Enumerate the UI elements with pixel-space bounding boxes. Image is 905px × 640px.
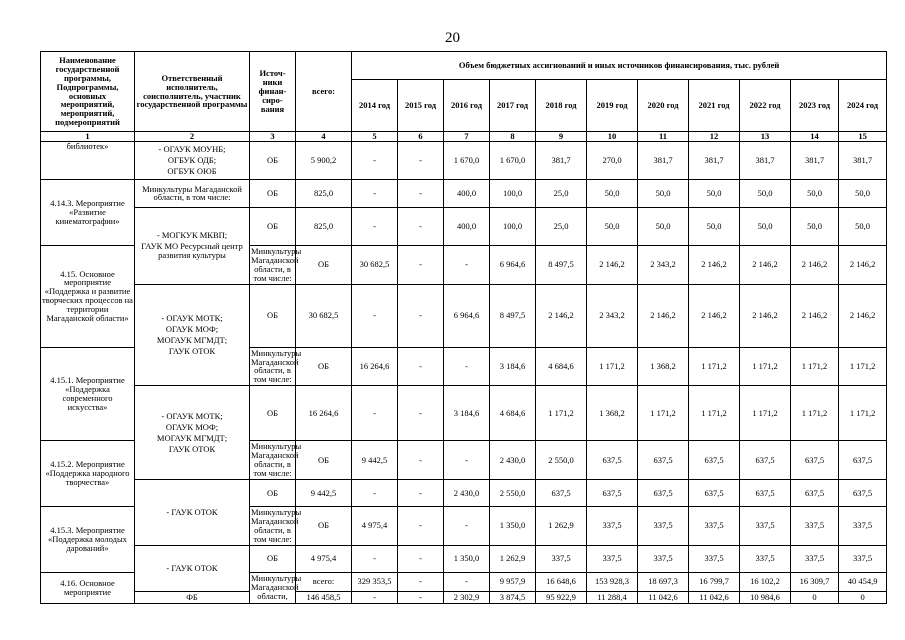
year-value: 4 684,6 <box>536 347 587 386</box>
year-value: 50,0 <box>839 179 887 207</box>
year-value: - <box>398 207 444 245</box>
year-value: 337,5 <box>740 506 791 545</box>
year-value: 637,5 <box>638 441 689 480</box>
table-row <box>41 179 887 207</box>
year-value: 50,0 <box>740 207 791 245</box>
header-year: 2016 год <box>444 80 490 132</box>
measure-name: библиотек» <box>41 141 135 179</box>
executor-line: ГАУК ОТОК <box>168 443 216 454</box>
column-number: 12 <box>689 132 740 142</box>
measure-name: 4.14.3. Мероприятие «Развитие кинематографии» <box>41 179 135 245</box>
year-value: 4 684,6 <box>490 386 536 441</box>
column-number: 7 <box>444 132 490 142</box>
funding-source: ФБ <box>135 591 250 603</box>
year-value: 337,5 <box>689 506 740 545</box>
year-value: 2 146,2 <box>839 284 887 347</box>
year-value: 50,0 <box>638 179 689 207</box>
measure-name: 4.15. Основное мероприятие «Поддержка и развитие творческих процессов на территории Магаданской области» <box>41 245 135 347</box>
header-source: Источ-ники финан-сиро-вания <box>250 52 296 132</box>
funding-source: ОБ <box>250 479 296 506</box>
executor-line: ОГАУК МОФ; <box>165 421 219 432</box>
year-value: 637,5 <box>839 441 887 480</box>
responsible-executor <box>135 179 250 207</box>
responsible-executor <box>135 141 250 179</box>
executor-line: МОГАУК МГМДТ; <box>156 334 228 345</box>
year-value: 337,5 <box>791 545 839 572</box>
table-row <box>41 284 887 347</box>
column-number: 1 <box>41 132 135 142</box>
year-value: 1 171,2 <box>791 386 839 441</box>
executor-line: - ОГАУК МОТК; <box>161 313 223 324</box>
total-value: 16 264,6 <box>296 386 352 441</box>
year-value: 2 343,2 <box>587 284 638 347</box>
year-value: 1 670,0 <box>490 141 536 179</box>
executor-line: Минкультуры Магаданской области, в том числе: <box>251 347 302 385</box>
year-value: - <box>444 506 490 545</box>
year-value: 6 964,6 <box>490 245 536 284</box>
year-value: 337,5 <box>839 545 887 572</box>
year-value: 1 171,2 <box>536 386 587 441</box>
year-value: - <box>398 441 444 480</box>
year-value: 381,7 <box>839 141 887 179</box>
funding-source: ОБ <box>250 141 296 179</box>
year-value: - <box>444 245 490 284</box>
year-value: 8 497,5 <box>490 284 536 347</box>
funding-source: всего: <box>296 572 352 591</box>
funding-source: ОБ <box>250 179 296 207</box>
header-year: 2015 год <box>398 80 444 132</box>
year-value: 1 670,0 <box>444 141 490 179</box>
header-year: 2021 год <box>689 80 740 132</box>
year-value: 1 350,0 <box>444 545 490 572</box>
table-row <box>41 141 887 179</box>
year-value: 400,0 <box>444 207 490 245</box>
year-value: - <box>352 141 398 179</box>
year-value: 270,0 <box>587 141 638 179</box>
responsible-executor <box>135 479 250 545</box>
year-value: - <box>398 572 444 591</box>
year-value: 2 146,2 <box>740 284 791 347</box>
year-value: 25,0 <box>536 179 587 207</box>
executor-line: ОГБУК ОЮБ <box>167 165 217 176</box>
year-value: 637,5 <box>638 479 689 506</box>
year-value: 2 343,2 <box>638 245 689 284</box>
year-value: 637,5 <box>791 479 839 506</box>
year-value: 381,7 <box>791 141 839 179</box>
header-year: 2014 год <box>352 80 398 132</box>
year-value: 153 928,3 <box>587 572 638 591</box>
column-number: 3 <box>250 132 296 142</box>
measure-name: 4.15.1. Мероприятие «Поддержка современного искусства» <box>41 347 135 441</box>
measure-name: 4.15.2. Мероприятие «Поддержка народного творчества» <box>41 441 135 507</box>
year-value: 25,0 <box>536 207 587 245</box>
total-value: 9 442,5 <box>296 479 352 506</box>
responsible-executor <box>135 545 250 591</box>
year-value: 9 957,9 <box>490 572 536 591</box>
year-value: 337,5 <box>839 506 887 545</box>
year-value: 50,0 <box>740 179 791 207</box>
year-value: - <box>444 347 490 386</box>
year-value: 2 430,0 <box>444 479 490 506</box>
responsible-executor <box>135 386 250 480</box>
year-value: - <box>398 245 444 284</box>
year-value: 337,5 <box>791 506 839 545</box>
year-value: 1 171,2 <box>791 347 839 386</box>
year-value: 637,5 <box>587 441 638 480</box>
year-value: 337,5 <box>689 545 740 572</box>
funding-source: ОБ <box>296 347 352 386</box>
year-value: 50,0 <box>638 207 689 245</box>
year-value: 11 288,4 <box>587 591 638 603</box>
executor-line: ГАУК ОТОК <box>168 345 216 356</box>
funding-source: ОБ <box>296 506 352 545</box>
year-value: 0 <box>791 591 839 603</box>
year-value: 3 184,6 <box>490 347 536 386</box>
header-total: всего: <box>296 52 352 132</box>
year-value: 2 146,2 <box>689 284 740 347</box>
header-year: 2017 год <box>490 80 536 132</box>
year-value: 11 042,6 <box>638 591 689 603</box>
year-value: 637,5 <box>536 479 587 506</box>
year-value: 2 146,2 <box>638 284 689 347</box>
total-value: 4 975,4 <box>352 506 398 545</box>
total-value: 146 458,5 <box>296 591 352 603</box>
year-value: 3 874,5 <box>490 591 536 603</box>
header-year: 2019 год <box>587 80 638 132</box>
executor-line: Минкультуры Магаданской области, в том числе: <box>142 183 242 203</box>
year-value: 637,5 <box>689 441 740 480</box>
executor-line: - МОГКУК МКВП; <box>156 230 228 241</box>
year-value: - <box>352 591 398 603</box>
year-value: 100,0 <box>490 179 536 207</box>
year-value: 337,5 <box>587 506 638 545</box>
year-value: 381,7 <box>536 141 587 179</box>
year-value: 3 184,6 <box>444 386 490 441</box>
year-value: 95 922,9 <box>536 591 587 603</box>
year-value: 18 697,3 <box>638 572 689 591</box>
table-row <box>41 545 887 572</box>
budget-table <box>40 51 887 604</box>
year-value: 50,0 <box>791 179 839 207</box>
table-row <box>41 386 887 441</box>
executor-line: - ГАУК ОТОК <box>166 506 218 517</box>
total-value: 16 264,6 <box>352 347 398 386</box>
total-value: 30 682,5 <box>296 284 352 347</box>
year-value: 2 146,2 <box>740 245 791 284</box>
year-value: 1 171,2 <box>689 386 740 441</box>
column-number: 6 <box>398 132 444 142</box>
header-year: 2018 год <box>536 80 587 132</box>
year-value: - <box>398 179 444 207</box>
executor-line: - ОГАУК МОТК; <box>161 410 223 421</box>
year-value: - <box>352 179 398 207</box>
year-value: 2 430,0 <box>490 441 536 480</box>
header-responsible: Ответственный исполнитель, соисполнитель, участник государственной программы <box>135 52 250 132</box>
executor-line: Минкультуры Магаданской области, в том числе: <box>251 506 302 544</box>
funding-source: ОБ <box>250 207 296 245</box>
year-value: 637,5 <box>791 441 839 480</box>
header-name: Наименование государственной программы, Подпрограммы, основных мероприятий, мероприятий, подмероприятий <box>41 52 135 132</box>
column-number: 10 <box>587 132 638 142</box>
measure-name: 4.16. Основное мероприятие <box>41 572 135 603</box>
responsible-executor <box>250 347 302 386</box>
column-number: 5 <box>352 132 398 142</box>
year-value: 337,5 <box>587 545 638 572</box>
column-number: 15 <box>839 132 887 142</box>
header-year: 2020 год <box>638 80 689 132</box>
year-value: 2 146,2 <box>689 245 740 284</box>
year-value: 400,0 <box>444 179 490 207</box>
page-number: 20 <box>445 30 460 46</box>
column-number: 8 <box>490 132 536 142</box>
year-value: 337,5 <box>638 506 689 545</box>
executor-line: Минкультуры Магаданской области, в том числе: <box>251 245 302 283</box>
executor-line: Минкультуры Магаданской области, в том числе: <box>251 441 302 479</box>
column-number: 2 <box>135 132 250 142</box>
year-value: - <box>398 591 444 603</box>
total-value: 825,0 <box>296 207 352 245</box>
year-value: 637,5 <box>587 479 638 506</box>
executor-line: - ОГАУК МОУНБ; <box>158 144 226 155</box>
year-value: 50,0 <box>689 179 740 207</box>
year-value: 2 146,2 <box>791 245 839 284</box>
header-volume: Объем бюджетных ассигнований и иных источников финансирования, тыс. рублей <box>352 52 887 80</box>
total-value: 30 682,5 <box>352 245 398 284</box>
column-number: 4 <box>296 132 352 142</box>
year-value: 50,0 <box>587 179 638 207</box>
year-value: - <box>352 479 398 506</box>
year-value: - <box>398 141 444 179</box>
executor-line: - ГАУК ОТОК <box>166 562 218 573</box>
year-value: 1 171,2 <box>740 347 791 386</box>
total-value: 825,0 <box>296 179 352 207</box>
year-value: 2 302,9 <box>444 591 490 603</box>
year-value: 637,5 <box>740 479 791 506</box>
year-value: - <box>398 479 444 506</box>
year-value: 11 042,6 <box>689 591 740 603</box>
year-value: - <box>398 506 444 545</box>
year-value: - <box>398 347 444 386</box>
year-value: 1 262,9 <box>490 545 536 572</box>
year-value: 381,7 <box>689 141 740 179</box>
table-row <box>41 479 887 506</box>
header-year: 2023 год <box>791 80 839 132</box>
year-value: 16 309,7 <box>791 572 839 591</box>
year-value: 337,5 <box>740 545 791 572</box>
year-value: 2 146,2 <box>536 284 587 347</box>
column-number: 11 <box>638 132 689 142</box>
year-value: 637,5 <box>839 479 887 506</box>
responsible-executor <box>250 441 302 480</box>
year-value: - <box>352 284 398 347</box>
executor-line: ГАУК МО Ресурсный центр развития культуры <box>141 241 243 261</box>
table-body <box>41 141 887 603</box>
year-value: 1 350,0 <box>490 506 536 545</box>
total-value: 329 353,5 <box>352 572 398 591</box>
year-value: 1 368,2 <box>638 347 689 386</box>
year-value: - <box>444 572 490 591</box>
year-value: 100,0 <box>490 207 536 245</box>
year-value: 50,0 <box>791 207 839 245</box>
executor-line: ОГАУК МОФ; <box>165 324 219 335</box>
column-number: 13 <box>740 132 791 142</box>
year-value: 16 799,7 <box>689 572 740 591</box>
total-value: 5 900,2 <box>296 141 352 179</box>
column-number: 14 <box>791 132 839 142</box>
funding-source: ОБ <box>296 245 352 284</box>
executor-line: Минкультуры Магаданской области, <box>251 573 302 602</box>
year-value: - <box>352 386 398 441</box>
year-value: 637,5 <box>689 479 740 506</box>
year-value: 50,0 <box>689 207 740 245</box>
year-value: 1 171,2 <box>638 386 689 441</box>
year-value: 337,5 <box>536 545 587 572</box>
executor-line: ОГБУК ОДБ; <box>167 154 217 165</box>
header-year: 2024 год <box>839 80 887 132</box>
year-value: 16 648,6 <box>536 572 587 591</box>
year-value: 50,0 <box>839 207 887 245</box>
year-value: 1 171,2 <box>740 386 791 441</box>
year-value: - <box>352 207 398 245</box>
responsible-executor <box>135 207 250 284</box>
executor-line: МОГАУК МГМДТ; <box>156 432 228 443</box>
year-value: 1 171,2 <box>839 347 887 386</box>
total-value: 9 442,5 <box>352 441 398 480</box>
year-value: - <box>398 386 444 441</box>
year-value: - <box>398 545 444 572</box>
year-value: - <box>352 545 398 572</box>
year-value: 637,5 <box>740 441 791 480</box>
year-value: 1 368,2 <box>587 386 638 441</box>
year-value: 2 550,0 <box>536 441 587 480</box>
year-value: 381,7 <box>638 141 689 179</box>
funding-source: ОБ <box>250 386 296 441</box>
year-value: 0 <box>839 591 887 603</box>
table-row <box>41 207 887 245</box>
year-value: 337,5 <box>638 545 689 572</box>
responsible-executor <box>250 572 302 603</box>
year-value: 2 550,0 <box>490 479 536 506</box>
responsible-executor <box>135 284 250 386</box>
year-value: 2 146,2 <box>839 245 887 284</box>
year-value: 6 964,6 <box>444 284 490 347</box>
year-value: 40 454,9 <box>839 572 887 591</box>
table-row <box>41 591 887 603</box>
year-value: - <box>444 441 490 480</box>
measure-name: 4.15.3. Мероприятие «Поддержка молодых дарований» <box>41 506 135 572</box>
year-value: 10 984,6 <box>740 591 791 603</box>
year-value: 2 146,2 <box>587 245 638 284</box>
funding-source: ОБ <box>250 284 296 347</box>
year-value: 50,0 <box>587 207 638 245</box>
year-value: 1 171,2 <box>839 386 887 441</box>
responsible-executor <box>250 506 302 545</box>
column-number: 9 <box>536 132 587 142</box>
funding-source: ОБ <box>250 545 296 572</box>
year-value: 1 171,2 <box>587 347 638 386</box>
header-year: 2022 год <box>740 80 791 132</box>
year-value: 1 171,2 <box>689 347 740 386</box>
year-value: 381,7 <box>740 141 791 179</box>
year-value: 8 497,5 <box>536 245 587 284</box>
year-value: 2 146,2 <box>791 284 839 347</box>
responsible-executor <box>250 245 302 284</box>
year-value: - <box>398 284 444 347</box>
funding-source: ОБ <box>296 441 352 480</box>
total-value: 4 975,4 <box>296 545 352 572</box>
year-value: 16 102,2 <box>740 572 791 591</box>
year-value: 1 262,9 <box>536 506 587 545</box>
